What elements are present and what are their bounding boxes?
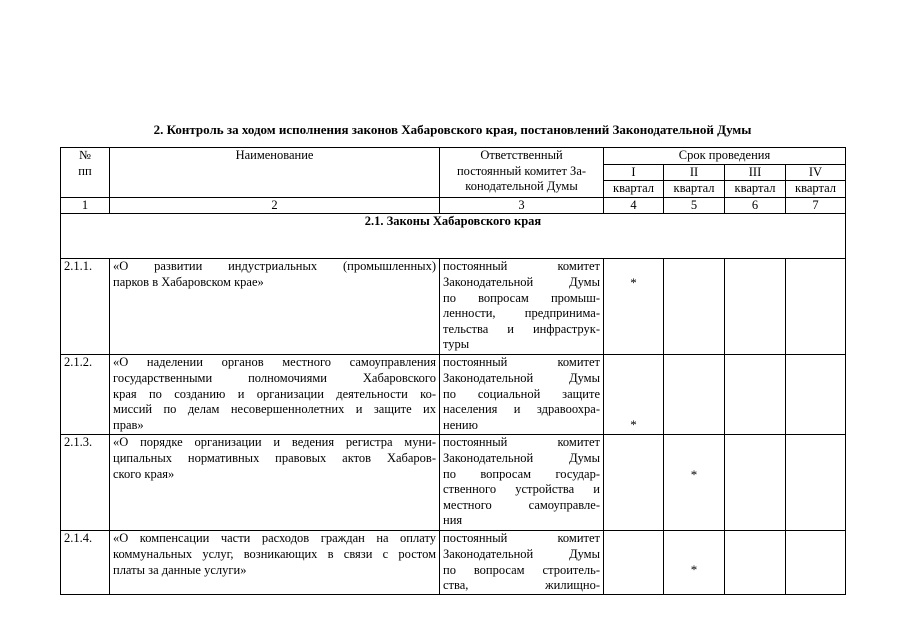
column-number: 2 [110, 197, 440, 214]
row-responsible-line: постоянный комитет [443, 531, 600, 546]
quarter-cell [604, 435, 664, 531]
row-responsible-line: по вопросам промыш- [443, 290, 600, 305]
column-number: 6 [725, 197, 786, 214]
row-name-line: «О наделении органов местного самоуправления [113, 355, 436, 370]
row-name-line: «О порядке организации и ведения регистра муни- [113, 435, 436, 450]
column-number: 5 [664, 197, 725, 214]
header-quarter-3: III [725, 164, 786, 181]
table-row [61, 531, 846, 594]
header-responsible-line: постоянный комитет За- [456, 163, 587, 178]
row-name-line: государственными полномочиями Хабаровского [113, 370, 436, 385]
quarter-cell [786, 259, 846, 355]
header-responsible [440, 148, 604, 198]
header-quarter-2: II [664, 164, 725, 181]
row-responsible [440, 259, 604, 355]
row-responsible-line: тельства и инфраструк- [443, 321, 600, 336]
row-responsible-line: Законодательной Думы [443, 370, 600, 385]
schedule-mark: * [630, 417, 637, 433]
row-name [110, 531, 440, 594]
row-responsible [440, 531, 604, 594]
quarter-cell [664, 259, 725, 355]
header-number-line: пп [78, 163, 92, 178]
row-responsible [440, 435, 604, 531]
row-responsible-line: ства, жилищно- [443, 578, 600, 593]
row-responsible-line: туры [443, 337, 470, 352]
quarter-cell [725, 435, 786, 531]
row-name [110, 355, 440, 435]
row-name [110, 259, 440, 355]
row-responsible [440, 355, 604, 435]
row-name-line: коммунальных услуг, возникающих в связи с ростом [113, 546, 436, 561]
header-responsible-line: конодательной Думы [465, 179, 578, 194]
row-responsible-line: населения и здравоохра- [443, 402, 600, 417]
row-name-line: «О развитии индустриальных (промышленных) [113, 259, 436, 274]
quarter-cell [725, 531, 786, 594]
header-quarter-word: квартал [725, 181, 786, 198]
row-name-line: платы за данные услуги» [113, 562, 247, 577]
table-row [61, 355, 846, 435]
column-number: 4 [604, 197, 664, 214]
quarter-cell [725, 259, 786, 355]
row-responsible-line: по вопросам строитель- [443, 562, 600, 577]
row-number: 2.1.2. [61, 355, 110, 435]
row-responsible-line: Законодательной Думы [443, 450, 600, 465]
row-responsible-line: местного самоуправле- [443, 497, 600, 512]
row-name-line: края по созданию и организации деятельности ко- [113, 386, 436, 401]
header-period: Срок проведения [604, 148, 846, 165]
table-row [61, 435, 846, 531]
row-responsible-line: ственного устройства и [443, 482, 600, 497]
row-number: 2.1.4. [61, 531, 110, 594]
header-number [61, 148, 110, 198]
quarter-cell [664, 435, 725, 531]
section-row [61, 214, 846, 259]
row-responsible-line: постоянный комитет [443, 259, 600, 274]
quarter-cell [786, 355, 846, 435]
row-name-line: парков в Хабаровском крае» [113, 274, 264, 289]
header-number-line: № [79, 148, 91, 162]
quarter-cell [664, 531, 725, 594]
row-responsible-line: постоянный комитет [443, 355, 600, 370]
row-responsible-line: постоянный комитет [443, 435, 600, 450]
quarter-cell [604, 531, 664, 594]
quarter-cell [604, 259, 664, 355]
quarter-cell [664, 355, 725, 435]
schedule-mark: * [690, 467, 698, 483]
row-responsible-line: по вопросам государ- [443, 466, 600, 481]
row-number: 2.1.1. [61, 259, 110, 355]
row-name-line: ского края» [113, 466, 175, 481]
row-responsible-line: по социальной защите [443, 386, 600, 401]
row-number: 2.1.3. [61, 435, 110, 531]
section-title: 2.1. Законы Хабаровского края [61, 214, 846, 259]
schedule-mark: * [630, 275, 637, 291]
header-quarter-1: I [604, 164, 664, 181]
row-name-line: ципальных нормативных правовых актов Хабаров- [113, 450, 436, 465]
row-responsible-line: Законодательной Думы [443, 546, 600, 561]
row-responsible-line: ленности, предпринима- [443, 306, 600, 321]
header-quarter-word: квартал [664, 181, 725, 198]
row-name-line: прав» [113, 417, 144, 432]
column-number-row [61, 197, 846, 214]
quarter-cell [786, 531, 846, 594]
row-name [110, 435, 440, 531]
header-quarter-word: квартал [604, 181, 664, 198]
header-responsible-line: Ответственный [480, 148, 563, 162]
row-responsible-line: Законодательной Думы [443, 274, 600, 289]
document-title: 2. Контроль за ходом исполнения законов Хабаровского края, постановлений Законодательной Думы [153, 122, 752, 137]
table-row [61, 259, 846, 355]
schedule-mark: * [690, 562, 698, 578]
quarter-cell [604, 355, 664, 435]
column-number: 7 [786, 197, 846, 214]
row-responsible-line: нению [443, 417, 478, 432]
header-row-1 [61, 148, 846, 165]
column-number: 1 [61, 197, 110, 214]
row-name-line: миссий по делам несовершеннолетних и защите их [113, 402, 436, 417]
quarter-cell [725, 355, 786, 435]
header-name: Наименование [110, 148, 440, 198]
header-quarter-4: IV [786, 164, 846, 181]
row-name-line: «О компенсации части расходов граждан на оплату [113, 531, 436, 546]
quarter-cell [786, 435, 846, 531]
column-number: 3 [440, 197, 604, 214]
header-quarter-word: квартал [786, 181, 846, 198]
row-responsible-line: ния [443, 513, 463, 528]
control-plan-table [60, 147, 846, 595]
